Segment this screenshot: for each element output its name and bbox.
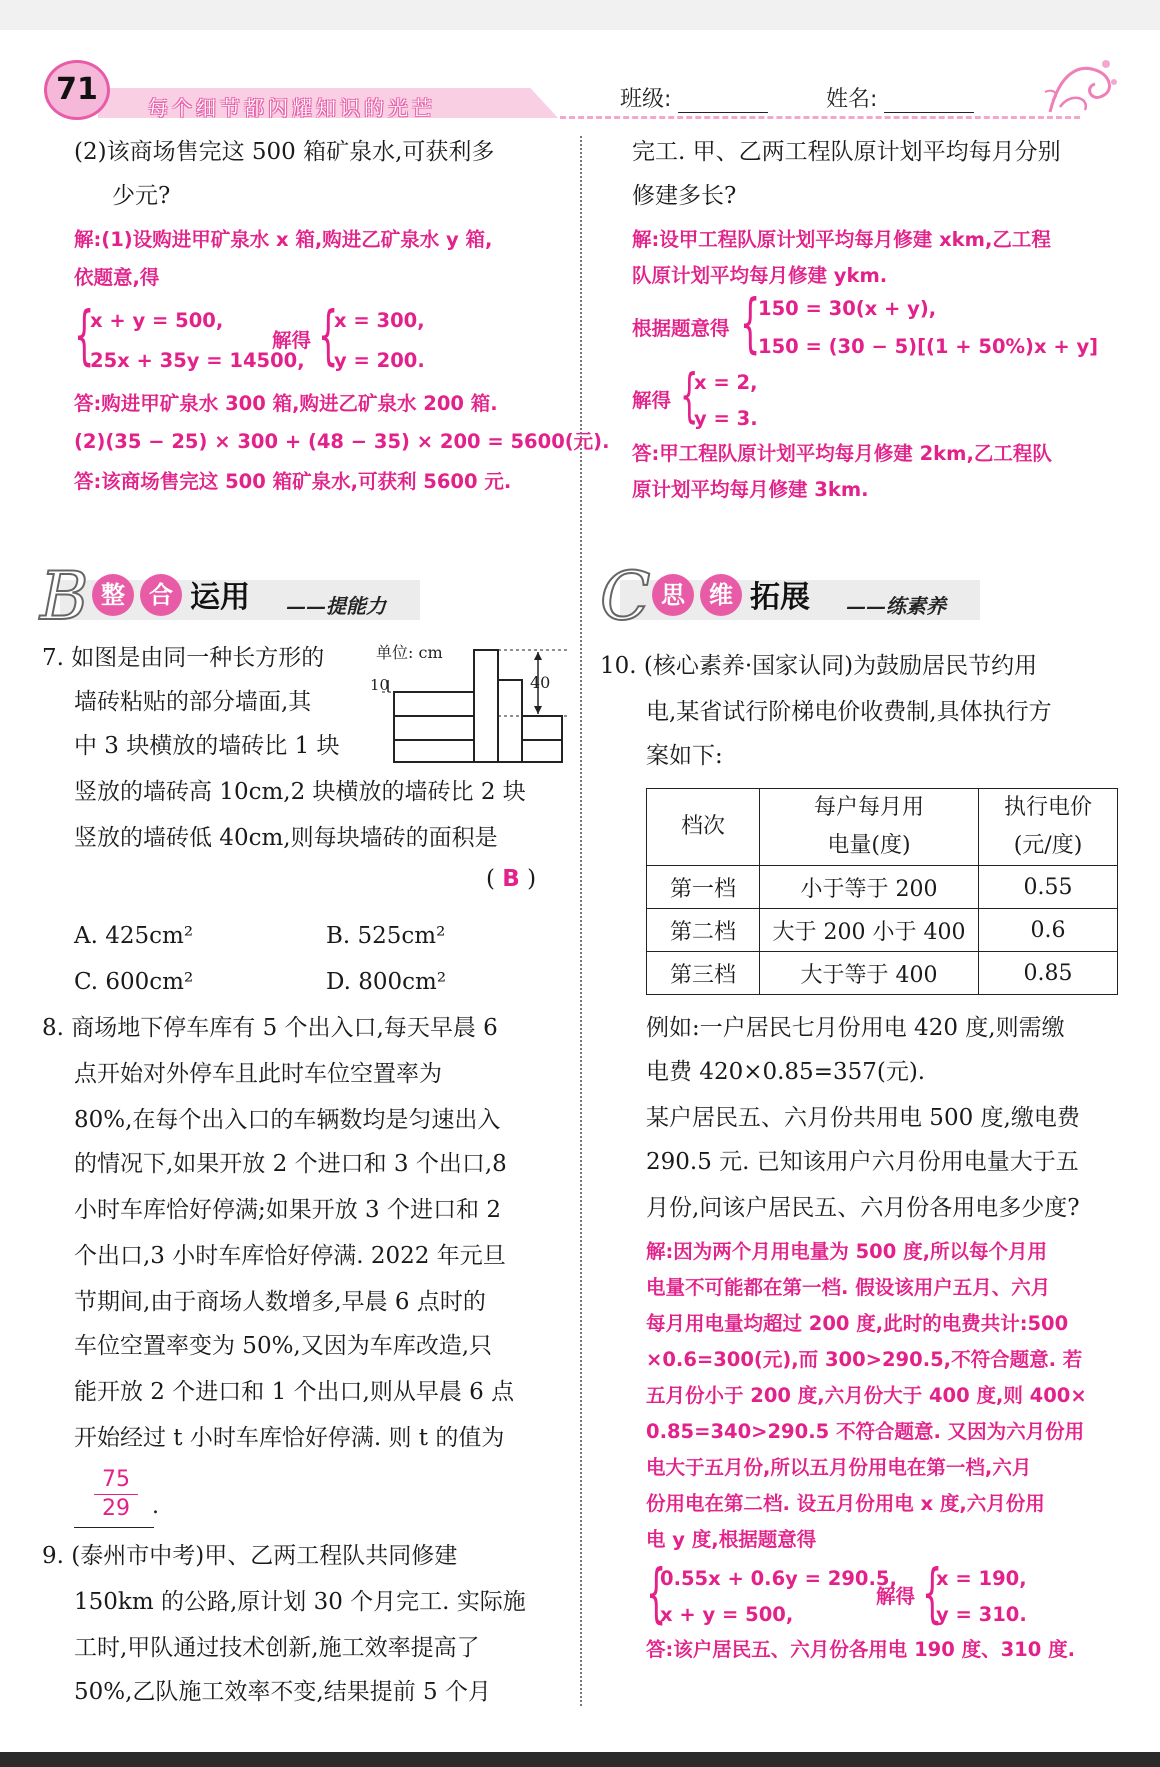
figure-label-40: 40	[530, 673, 551, 692]
column-divider	[580, 136, 582, 1706]
table-cell: 小于等于 200	[760, 866, 979, 909]
q9-solution-line2: 队原计划平均每月修建 ykm.	[632, 264, 888, 287]
q6-answer3: 答:该商场售完这 500 箱矿泉水,可获利 5600 元.	[74, 470, 512, 493]
name-label: 姓名:	[826, 87, 878, 112]
q6-answer2: (2)(35 − 25) × 300 + (48 − 35) × 200 = 5600(元).	[74, 430, 610, 453]
class-blank	[678, 90, 768, 113]
top-frame	[0, 0, 1160, 30]
q10-res1: x = 190,	[936, 1567, 1027, 1590]
section-c-subtitle: ——练素养	[846, 594, 946, 618]
q9-line4: 50%,乙队施工效率不变,结果提前 5 个月	[74, 1679, 491, 1705]
class-label: 班级:	[620, 87, 672, 112]
table-row	[647, 952, 1118, 995]
q7-answer: B	[502, 866, 520, 892]
q10-eq1: 0.55x + 0.6y = 290.5,	[660, 1567, 897, 1590]
q8-period: .	[152, 1494, 159, 1519]
q9-res1: x = 2,	[694, 371, 758, 394]
table-header-usage	[760, 789, 979, 866]
q7-answer-bracket: ( B )	[486, 866, 537, 892]
section-c-header	[600, 558, 980, 635]
q9-eq1: 150 = 30(x + y),	[758, 297, 937, 320]
q8-answer-underline	[74, 1527, 154, 1528]
q8-line5: 小时车库恰好停满;如果开放 3 个进口和 2	[74, 1197, 501, 1223]
q6-answer1: 答:购进甲矿泉水 300 箱,购进乙矿泉水 200 箱.	[74, 392, 498, 415]
q8-line2: 点开始对外停车且此时车位空置率为	[74, 1061, 442, 1087]
q6-part2-line2: 少元?	[112, 183, 171, 209]
q6-part2-line1: (2)该商场售完这 500 箱矿泉水,可获利多	[74, 139, 495, 165]
section-c-letter: C	[600, 558, 651, 635]
q10-example2: 电费 420×0.85=357(元).	[646, 1059, 926, 1085]
q6-res2: y = 200.	[334, 349, 425, 372]
q8-line9: 能开放 2 个进口和 1 个出口,则从早晨 6 点	[74, 1379, 515, 1405]
name-blank	[884, 90, 974, 113]
table-header-usage-line2: 电量(度)	[827, 833, 911, 858]
section-b-header	[40, 558, 420, 635]
q9-eq2: 150 = (30 − 5)[(1 + 50%)x + y]	[758, 335, 1099, 358]
q7-line4: 竖放的墙砖高 10cm,2 块横放的墙砖比 2 块	[74, 779, 526, 805]
q10-solve-label: 解得	[876, 1585, 916, 1608]
q7-line2: 墙砖粘贴的部分墙面,其	[74, 689, 312, 715]
q10-solution-line4: ×0.6=300(元),而 300>290.5,不符合题意. 若	[646, 1348, 1083, 1371]
section-c-char2: 维	[700, 574, 742, 616]
table-cell: 第三档	[647, 952, 760, 995]
figure-unit-label: 单位: cm	[376, 643, 443, 662]
q9-cont-line2: 修建多长?	[632, 183, 737, 209]
page-number: 71	[44, 60, 110, 120]
q8-line6: 个出口,3 小时车库恰好停满. 2022 年元旦	[74, 1243, 506, 1269]
bottom-frame	[0, 1752, 1160, 1767]
slogan: 每个细节都闪耀知识的光芒	[148, 96, 436, 120]
q8-line7: 节期间,由于商场人数增多,早晨 6 点时的	[74, 1289, 486, 1315]
table-cell: 0.55	[979, 866, 1118, 909]
section-b-char2: 合	[140, 574, 182, 616]
table-cell: 0.85	[979, 952, 1118, 995]
q10-solution-line7: 电大于五月份,所以五月份用电在第一档,六月	[646, 1456, 1032, 1479]
q7-option-b: B. 525cm²	[326, 923, 446, 949]
q7-line1: 7. 如图是由同一种长方形的	[42, 645, 325, 671]
q6-res1: x = 300,	[334, 309, 425, 332]
q10-example4: 290.5 元. 已知该用户六月份用电量大于五	[646, 1149, 1079, 1175]
q8-line3: 80%,在每个出入口的车辆数均是匀速出入	[74, 1107, 501, 1133]
q8-denominator: 29	[102, 1496, 130, 1521]
q9-system-brace: {	[740, 287, 761, 361]
q9-result-brace: {	[680, 361, 699, 429]
q10-system-brace: {	[646, 1557, 667, 1631]
q9-line2: 150km 的公路,原计划 30 个月完工. 实际施	[74, 1589, 526, 1615]
table-cell: 第一档	[647, 866, 760, 909]
q10-solution-line3: 每月用电量均超过 200 度,此时的电费共计:500	[646, 1312, 1069, 1335]
q10-res2: y = 310.	[936, 1603, 1027, 1626]
q8-line8: 车位空置率变为 50%,又因为车库改造,只	[74, 1333, 493, 1359]
q9-cont-line1: 完工. 甲、乙两工程队原计划平均每月分别	[632, 139, 1061, 165]
name-field	[826, 82, 974, 113]
q10-solution-line9: 电 y 度,根据题意得	[646, 1528, 817, 1551]
table-cell: 0.6	[979, 909, 1118, 952]
q7-option-c: C. 600cm²	[74, 969, 194, 995]
tariff-table	[646, 788, 1118, 995]
q9-line3: 工时,甲队通过技术创新,施工效率提高了	[74, 1635, 480, 1661]
header-dash-line	[560, 116, 1080, 119]
q10-example5: 月份,问该户居民五、六月份各用电多少度?	[646, 1195, 1080, 1221]
table-header-price-line2: (元/度)	[1013, 833, 1083, 858]
section-b-subtitle: ——提能力	[286, 594, 386, 618]
q7-option-a: A. 425cm²	[74, 923, 194, 949]
q6-solution-line1: 解:(1)设购进甲矿泉水 x 箱,购进乙矿泉水 y 箱,	[74, 228, 493, 251]
q7-line3: 中 3 块横放的墙砖比 1 块	[74, 733, 340, 759]
table-header-tier: 档次	[647, 789, 760, 866]
table-header-price-line1: 执行电价	[1003, 795, 1092, 820]
q10-line2: 电,某省试行阶梯电价收费制,具体执行方	[646, 699, 1052, 725]
q6-eq2: 25x + 35y = 14500,	[90, 349, 305, 372]
q10-result-brace: {	[922, 1557, 943, 1631]
q8-line1: 8. 商场地下停车库有 5 个出入口,每天早晨 6	[42, 1015, 498, 1041]
q6-solve-label: 解得	[272, 329, 312, 352]
q6-solution-line2: 依题意,得	[74, 266, 160, 289]
q8-answer-fraction	[94, 1466, 138, 1523]
table-header-price	[979, 789, 1118, 866]
table-row	[647, 866, 1118, 909]
q10-solution-line6: 0.85=340>290.5 不符合题意. 又因为六月份用	[646, 1420, 1085, 1443]
table-cell: 大于 200 小于 400	[760, 909, 979, 952]
q10-solution-line2: 电量不可能都在第一档. 假设该用户五月、六月	[646, 1276, 1051, 1299]
q9-res2: y = 3.	[694, 407, 758, 430]
table-header-row	[647, 789, 1118, 866]
q6-result-brace: {	[318, 299, 339, 373]
q10-solution-line8: 份用电在第二档. 设五月份用电 x 度,六月份用	[646, 1492, 1045, 1515]
q8-line4: 的情况下,如果开放 2 个进口和 3 个出口,8	[74, 1151, 507, 1177]
page-header	[40, 52, 1120, 128]
q6-system-brace: {	[74, 299, 95, 373]
q10-line1: 10. (核心素养·国家认同)为鼓励居民节约用	[600, 653, 1038, 679]
q7-tile-figure	[370, 640, 570, 770]
q9-solution-line1: 解:设甲工程队原计划平均每月修建 xkm,乙工程	[632, 228, 1051, 251]
section-b-title: 运用	[190, 580, 250, 615]
q9-answer2: 原计划平均每月修建 3km.	[632, 478, 869, 501]
q7-line5: 竖放的墙砖低 40cm,则每块墙砖的面积是	[74, 825, 498, 851]
q9-solve-label: 解得	[632, 389, 672, 412]
table-header-usage-line1: 每户每月用	[813, 795, 924, 820]
section-c-title: 拓展	[750, 580, 810, 615]
q8-line10: 开始经过 t 小时车库恰好停满. 则 t 的值为	[74, 1425, 505, 1451]
q8-numerator: 75	[94, 1466, 138, 1495]
q10-solution-line1: 解:因为两个月用电量为 500 度,所以每个月用	[646, 1240, 1047, 1263]
q10-example1: 例如:一户居民七月份用电 420 度,则需缴	[646, 1015, 1065, 1041]
q6-eq1: x + y = 500,	[90, 309, 224, 332]
table-row	[647, 909, 1118, 952]
q10-solution-line5: 五月份小于 200 度,六月份大于 400 度,则 400×	[646, 1384, 1087, 1407]
q7-option-d: D. 800cm²	[326, 969, 447, 995]
table-cell: 第二档	[647, 909, 760, 952]
section-b-letter: B	[40, 558, 89, 635]
q10-eq2: x + y = 500,	[660, 1603, 794, 1626]
figure-label-10: 10	[370, 676, 390, 694]
q10-line3: 案如下:	[646, 743, 723, 769]
q9-line1: 9. (泰州市中考)甲、乙两工程队共同修建	[42, 1543, 458, 1569]
floral-ornament-icon	[1040, 52, 1120, 122]
q10-answer: 答:该户居民五、六月份各用电 190 度、310 度.	[646, 1638, 1075, 1661]
section-c-char1: 思	[652, 574, 694, 616]
class-field	[620, 82, 768, 113]
q9-by-label: 根据题意得	[632, 317, 730, 340]
q10-example3: 某户居民五、六月份共用电 500 度,缴电费	[646, 1105, 1080, 1131]
table-cell: 大于等于 400	[760, 952, 979, 995]
q9-answer1: 答:甲工程队原计划平均每月修建 2km,乙工程队	[632, 442, 1052, 465]
section-b-char1: 整	[92, 574, 134, 616]
